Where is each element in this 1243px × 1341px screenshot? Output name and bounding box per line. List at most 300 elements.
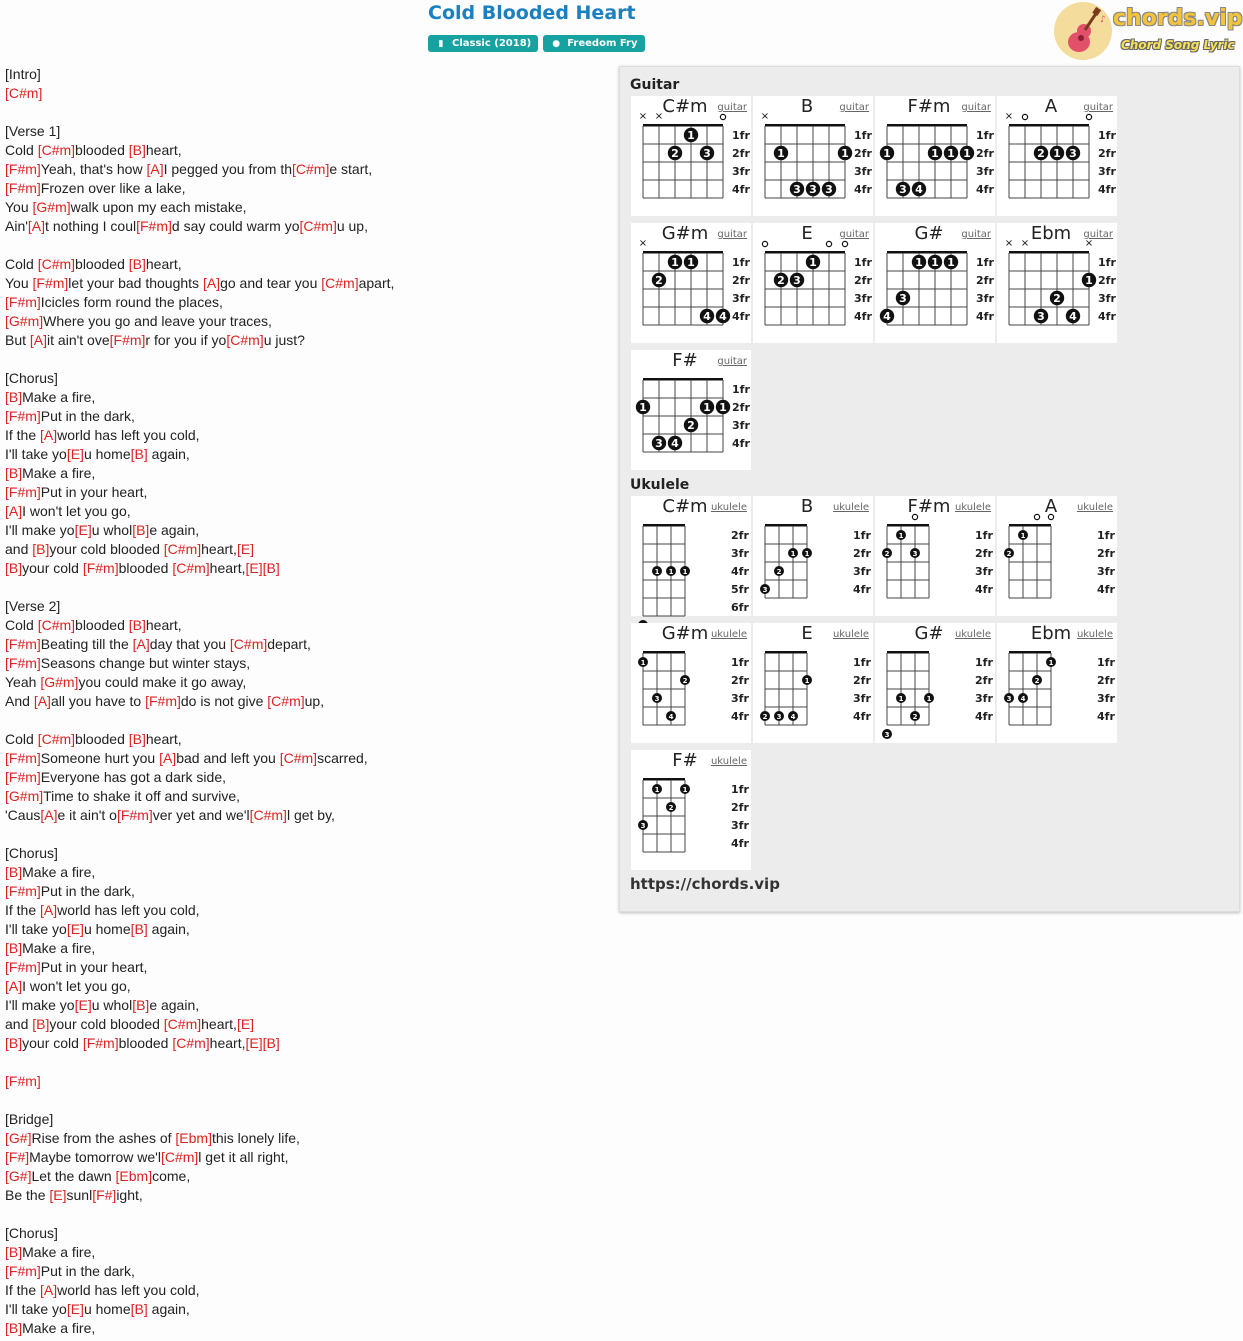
instrument-link[interactable]: guitar: [717, 102, 747, 113]
logo-wordmark: chords.vip: [1113, 6, 1243, 31]
chord-link[interactable]: [B]: [32, 541, 50, 557]
chord-link[interactable]: [B]: [5, 1035, 23, 1051]
chord-link[interactable]: [B]: [128, 617, 146, 633]
chord-link[interactable]: [C#m]: [37, 256, 76, 272]
finger-number: 1: [1020, 532, 1026, 540]
chord-link[interactable]: [A]: [27, 218, 46, 234]
lyric-text: heart,: [145, 617, 182, 633]
chord-link[interactable]: [B]: [262, 1035, 280, 1051]
chord-link[interactable]: [C#m]: [163, 541, 202, 557]
chord-link[interactable]: [A]: [132, 636, 150, 652]
lyric-line: [5, 388, 605, 407]
ukulele-chord-card[interactable]: [631, 623, 751, 743]
lyric-text: I'll take yo: [5, 921, 67, 937]
chord-link[interactable]: [F#m]: [5, 161, 41, 177]
chord-link[interactable]: [F#m]: [32, 275, 69, 291]
lyric-line: [5, 559, 605, 578]
instrument-link[interactable]: ukulele: [832, 502, 869, 513]
page-header: [0, 0, 1243, 64]
lyric-text: Cold: [5, 142, 38, 158]
chord-link[interactable]: [E]: [245, 1035, 263, 1051]
lyric-line: [5, 920, 605, 939]
instrument-link[interactable]: guitar: [961, 102, 991, 113]
ukulele-chord-card[interactable]: [631, 496, 751, 616]
lyric-text: Cold: [5, 617, 38, 633]
chord-link[interactable]: [F#m]: [5, 180, 41, 196]
lyric-line: [5, 673, 605, 692]
chord-link[interactable]: [B]: [132, 997, 150, 1013]
ukulele-chord-card[interactable]: [997, 623, 1117, 743]
finger-number: 2: [776, 568, 782, 576]
guitar-chord-card[interactable]: [875, 96, 995, 216]
fret-number: 4fr: [731, 710, 749, 723]
chord-link[interactable]: [C#m]: [249, 807, 287, 823]
song-title[interactable]: Cold Blooded Heart: [428, 2, 636, 24]
fret-number: 4fr: [854, 310, 872, 323]
lyric-text: e start,: [329, 161, 373, 177]
chord-link[interactable]: [F#m]: [5, 294, 41, 310]
chord-link[interactable]: [A]: [159, 750, 177, 766]
chord-link[interactable]: [C#m]: [226, 332, 264, 348]
lyric-text: Make a fire,: [22, 1320, 96, 1336]
chord-link[interactable]: [C#m]: [37, 731, 76, 747]
chord-link[interactable]: [E]: [236, 541, 255, 557]
lyric-text: Be the: [5, 1187, 50, 1203]
chord-link[interactable]: [C#m]: [292, 161, 330, 177]
finger-number: 1: [947, 147, 955, 160]
chord-link[interactable]: [F#]: [92, 1187, 117, 1203]
finger-number: 1: [654, 786, 660, 794]
fret-number: 1fr: [731, 656, 749, 669]
svg-text:×: ×: [638, 111, 648, 122]
lyric-text: Cold: [5, 256, 38, 272]
fret-number: 4fr: [1098, 310, 1116, 323]
fret-number: 1fr: [732, 383, 750, 396]
chord-link[interactable]: [A]: [40, 1282, 58, 1298]
chord-link[interactable]: [C#m]: [160, 1149, 199, 1165]
fret-number: 2fr: [976, 147, 994, 160]
fret-number: 1fr: [976, 256, 994, 269]
fret-number: 4fr: [976, 183, 994, 196]
ukulele-chord-card[interactable]: [997, 496, 1117, 616]
lyric-text: you could make it go away,: [78, 674, 247, 690]
instrument-link[interactable]: guitar: [1083, 102, 1113, 113]
chord-link[interactable]: [F#m]: [5, 408, 41, 424]
chord-link[interactable]: [B]: [262, 560, 280, 576]
chord-link[interactable]: [C#m]: [172, 560, 210, 576]
fret-number: 3fr: [975, 692, 993, 705]
lyric-line: [5, 350, 605, 369]
chord-name: Ebm: [1030, 223, 1072, 244]
lyric-text: I'll take yo: [5, 1301, 67, 1317]
chord-link[interactable]: [G#m]: [32, 199, 71, 215]
lyric-line: [5, 1281, 605, 1300]
instrument-link[interactable]: ukulele: [832, 629, 869, 640]
chord-link[interactable]: [G#]: [5, 1168, 32, 1184]
chord-link[interactable]: [C#m]: [321, 275, 359, 291]
lyric-text: again,: [147, 446, 190, 462]
lyric-line: [5, 407, 605, 426]
lyric-line: [5, 1072, 605, 1091]
fret-number: 2fr: [975, 547, 993, 560]
fret-number: 4fr: [853, 710, 871, 723]
lyric-text: I'll take yo: [5, 446, 67, 462]
fret-number: 2fr: [853, 547, 871, 560]
site-url[interactable]: https://chords.vip: [630, 875, 780, 893]
ukulele-chord-card[interactable]: [875, 623, 995, 743]
chord-link[interactable]: [F#m]: [82, 1035, 119, 1051]
lyric-text: [Chorus]: [5, 845, 58, 861]
chord-link[interactable]: [E]: [236, 1016, 255, 1032]
finger-number: 2: [682, 677, 688, 685]
fret-number: 2fr: [853, 674, 871, 687]
lyric-text: Where you go and leave your traces,: [43, 313, 272, 329]
lyric-line: [5, 597, 605, 616]
chord-link[interactable]: [C#m]: [172, 1035, 210, 1051]
chord-name: F#m: [907, 496, 951, 517]
chord-link[interactable]: [F#m]: [5, 484, 41, 500]
finger-number: 2: [668, 804, 674, 812]
chord-link[interactable]: [F#m]: [82, 560, 119, 576]
lyric-line: [5, 1243, 605, 1262]
lyric-line: [5, 369, 605, 388]
finger-number: 4: [1069, 310, 1077, 323]
finger-number: 1: [682, 568, 688, 576]
lyric-text: [Intro]: [5, 66, 41, 82]
chord-link[interactable]: [B]: [5, 560, 23, 576]
fret-number: 5fr: [731, 583, 749, 596]
chord-link[interactable]: [A]: [202, 275, 221, 291]
fret-number: 4fr: [1098, 183, 1116, 196]
fret-number: 3fr: [732, 165, 750, 178]
lyric-text: Rise from the ashes of: [31, 1130, 176, 1146]
svg-text:♪: ♪: [1100, 15, 1106, 25]
chord-link[interactable]: [B]: [5, 1320, 23, 1336]
chord-link[interactable]: [C#m]: [229, 636, 268, 652]
chord-link[interactable]: [B]: [5, 864, 23, 880]
finger-number: 4: [719, 310, 727, 323]
chord-link[interactable]: [B]: [130, 1301, 148, 1317]
fret-number: 1fr: [853, 656, 871, 669]
finger-number: 4: [883, 310, 891, 323]
chord-link[interactable]: [F#m]: [5, 1263, 41, 1279]
chord-name: G#m: [661, 223, 709, 244]
chord-link[interactable]: [F#]: [5, 1149, 30, 1165]
finger-number: 3: [1037, 310, 1045, 323]
lyric-text: [Verse 1]: [5, 123, 61, 139]
instrument-link[interactable]: ukulele: [1076, 629, 1113, 640]
instrument-link[interactable]: guitar: [961, 229, 991, 240]
lyric-text: u home: [83, 1301, 131, 1317]
lyric-text: depart,: [267, 636, 311, 652]
instrument-link[interactable]: ukulele: [954, 502, 991, 513]
chord-link[interactable]: [B]: [32, 1016, 50, 1032]
chord-link[interactable]: [B]: [5, 465, 23, 481]
lyric-line: [5, 1186, 605, 1205]
chord-link[interactable]: [E]: [66, 921, 84, 937]
chord-link[interactable]: [F#m]: [109, 332, 146, 348]
fret-number: 2fr: [732, 274, 750, 287]
chord-link[interactable]: [G#m]: [40, 674, 79, 690]
fret-number: 3fr: [976, 292, 994, 305]
lyric-text: Make a fire,: [22, 864, 96, 880]
fret-number: 4fr: [1097, 710, 1115, 723]
lyric-line: [5, 730, 605, 749]
finger-number: 2: [762, 713, 768, 721]
chord-link[interactable]: [C#m]: [37, 142, 76, 158]
site-logo[interactable]: [1054, 2, 1243, 62]
lyric-line: [5, 1091, 605, 1110]
finger-number: 1: [1053, 147, 1061, 160]
lyric-line: [5, 1319, 605, 1338]
chord-name: A: [1044, 96, 1058, 117]
finger-number: 1: [931, 147, 939, 160]
lyric-line: [5, 692, 605, 711]
guitar-chord-card[interactable]: [997, 96, 1117, 216]
instrument-link[interactable]: guitar: [717, 356, 747, 367]
finger-number: 4: [915, 183, 923, 196]
lyric-text: u up,: [336, 218, 368, 234]
lyric-text: do is not give: [180, 693, 268, 709]
guitar-icon: [1054, 2, 1112, 60]
chord-link[interactable]: [B]: [5, 1244, 23, 1260]
chord-name: G#: [914, 223, 944, 244]
chord-link[interactable]: [F#m]: [5, 1073, 41, 1089]
chord-link[interactable]: [B]: [128, 256, 146, 272]
instrument-link[interactable]: ukulele: [1076, 502, 1113, 513]
lyric-line: [5, 312, 605, 331]
fret-number: 1fr: [1097, 656, 1115, 669]
chord-link[interactable]: [C#m]: [267, 693, 305, 709]
lyric-line: [5, 711, 605, 730]
lyric-line: [5, 464, 605, 483]
chord-link[interactable]: [E]: [74, 997, 92, 1013]
finger-number: 4: [668, 713, 674, 721]
instrument-link[interactable]: ukulele: [710, 629, 747, 640]
chord-name: F#: [672, 350, 698, 371]
lyric-text: Put in the dark,: [40, 883, 135, 899]
album-badge[interactable]: [428, 35, 538, 52]
lyric-text: let your bad thoughts: [68, 275, 203, 291]
lyric-text: Seasons change but winter stays,: [40, 655, 251, 671]
lyric-text: Put in the dark,: [40, 408, 135, 424]
fret-number: 3fr: [976, 165, 994, 178]
chord-link[interactable]: [A]: [29, 332, 48, 348]
ukulele-chord-card[interactable]: [631, 750, 751, 870]
chord-link[interactable]: [F#m]: [5, 769, 41, 785]
finger-number: 1: [898, 695, 904, 703]
finger-number: 1: [931, 256, 939, 269]
lyric-line: [5, 844, 605, 863]
instrument-link[interactable]: guitar: [839, 102, 869, 113]
instrument-link[interactable]: ukulele: [710, 756, 747, 767]
chord-link[interactable]: [E]: [66, 446, 84, 462]
chord-link[interactable]: [G#m]: [5, 788, 44, 804]
lyric-line: [5, 977, 605, 996]
chord-link[interactable]: [B]: [130, 921, 148, 937]
guitar-chord-card[interactable]: [753, 96, 873, 216]
lyric-text: walk upon my each mistake,: [70, 199, 247, 215]
chord-link[interactable]: [C#m]: [5, 85, 43, 101]
chord-link[interactable]: [F#m]: [5, 883, 41, 899]
lyric-text: Yeah, that's how: [40, 161, 147, 177]
lyric-line: [5, 255, 605, 274]
chord-link[interactable]: [F#m]: [5, 655, 41, 671]
chord-link[interactable]: [B]: [128, 731, 146, 747]
lyric-text: and: [5, 1016, 33, 1032]
lyric-text: [Bridge]: [5, 1111, 54, 1127]
finger-number: 2: [1053, 292, 1061, 305]
fret-number: 4fr: [854, 183, 872, 196]
finger-number: 3: [1069, 147, 1077, 160]
chord-link[interactable]: [A]: [146, 161, 164, 177]
fret-number: 4fr: [853, 583, 871, 596]
lyric-line: [5, 1262, 605, 1281]
instrument-link[interactable]: guitar: [717, 229, 747, 240]
chord-link[interactable]: [G#m]: [5, 313, 44, 329]
lyric-text: Time to shake it off and survive,: [43, 788, 240, 804]
fret-number: 3fr: [1098, 292, 1116, 305]
finger-number: 1: [947, 256, 955, 269]
fret-number: 4fr: [732, 437, 750, 450]
svg-text:×: ×: [1084, 238, 1094, 249]
fret-number: 6fr: [731, 601, 749, 614]
chord-link[interactable]: [F#m]: [5, 959, 41, 975]
lyric-line: [5, 1053, 605, 1072]
ukulele-chord-card[interactable]: [753, 623, 873, 743]
svg-text:×: ×: [1020, 238, 1030, 249]
chord-link[interactable]: [A]: [33, 693, 51, 709]
chord-link[interactable]: [A]: [40, 902, 58, 918]
chord-name: C#m: [662, 96, 708, 117]
finger-number: 1: [963, 147, 971, 160]
chord-name: G#m: [661, 623, 709, 644]
chord-link[interactable]: [A]: [5, 978, 23, 994]
chord-diagrams-panel: [619, 66, 1240, 912]
lyric-text: e again,: [149, 522, 200, 538]
fret-number: 4fr: [731, 837, 749, 850]
lyric-text: You: [5, 275, 33, 291]
finger-number: 3: [899, 292, 907, 305]
chord-name: Ebm: [1030, 623, 1072, 644]
chord-link[interactable]: [B]: [5, 940, 23, 956]
lyric-text: heart,: [201, 1016, 237, 1032]
lyric-text: world has left you cold,: [57, 1282, 200, 1298]
fret-number: 3fr: [854, 165, 872, 178]
chord-link[interactable]: [A]: [40, 807, 58, 823]
chord-link[interactable]: [B]: [130, 446, 148, 462]
finger-number: 2: [777, 274, 785, 287]
chord-link[interactable]: [F#m]: [5, 750, 41, 766]
ukulele-chord-card[interactable]: [753, 496, 873, 616]
artist-badge[interactable]: [543, 35, 644, 52]
finger-number: 1: [719, 401, 727, 414]
lyric-text: And: [5, 693, 34, 709]
chord-link[interactable]: [G#]: [5, 1130, 32, 1146]
fret-number: 4fr: [731, 565, 749, 578]
guitar-chord-card[interactable]: [631, 350, 751, 470]
instrument-link[interactable]: ukulele: [710, 502, 747, 513]
ukulele-section-label: Ukulele: [630, 477, 690, 493]
chord-link[interactable]: [B]: [128, 142, 146, 158]
fret-number: 2fr: [854, 147, 872, 160]
chord-link[interactable]: [E]: [49, 1187, 67, 1203]
chord-name: A: [1044, 496, 1058, 517]
lyric-line: [5, 882, 605, 901]
chord-name: B: [800, 96, 814, 117]
chord-link[interactable]: [Ebm]: [115, 1168, 153, 1184]
finger-number: 3: [703, 147, 711, 160]
chord-link[interactable]: [B]: [132, 522, 150, 538]
guitar-chord-card[interactable]: [753, 223, 873, 343]
chord-link[interactable]: [E]: [245, 560, 263, 576]
fret-number: 2fr: [1097, 547, 1115, 560]
fret-number: 2fr: [1097, 674, 1115, 687]
chord-link[interactable]: [Ebm]: [175, 1130, 212, 1146]
instrument-link[interactable]: ukulele: [954, 629, 991, 640]
chord-link[interactable]: [F#m]: [5, 636, 41, 652]
fret-number: 1fr: [732, 256, 750, 269]
finger-number: 1: [639, 401, 647, 414]
chord-link[interactable]: [B]: [5, 389, 23, 405]
fret-number: 3fr: [1097, 692, 1115, 705]
finger-number: 1: [682, 786, 688, 794]
lyric-text: and: [5, 541, 33, 557]
lyric-line: [5, 635, 605, 654]
finger-number: 3: [655, 437, 663, 450]
ukulele-chord-card[interactable]: [875, 496, 995, 616]
lyric-text: heart,: [145, 731, 182, 747]
instrument-link[interactable]: guitar: [839, 229, 869, 240]
guitar-chord-card[interactable]: [631, 96, 751, 216]
chord-link[interactable]: [C#m]: [37, 617, 76, 633]
lyric-line: [5, 293, 605, 312]
chord-link[interactable]: [E]: [66, 1301, 84, 1317]
chord-link[interactable]: [C#m]: [299, 218, 337, 234]
chord-link[interactable]: [F#m]: [145, 693, 181, 709]
fret-number: 4fr: [975, 710, 993, 723]
chord-link[interactable]: [A]: [5, 503, 23, 519]
chord-link[interactable]: [E]: [74, 522, 92, 538]
guitar-chord-card[interactable]: [631, 223, 751, 343]
fret-number: 1fr: [732, 129, 750, 142]
lyric-line: [5, 749, 605, 768]
guitar-chord-card[interactable]: [875, 223, 995, 343]
chord-link[interactable]: [C#m]: [163, 1016, 202, 1032]
lyric-line: [5, 825, 605, 844]
lyric-line: [5, 65, 605, 84]
lyric-line: [5, 1205, 605, 1224]
finger-number: 1: [1085, 274, 1093, 287]
finger-number: 1: [809, 256, 817, 269]
chord-link[interactable]: [C#m]: [279, 750, 318, 766]
chord-link[interactable]: [F#m]: [116, 807, 153, 823]
lyric-text: I'll make yo: [5, 997, 75, 1013]
chord-link[interactable]: [F#m]: [136, 218, 172, 234]
lyric-text: u whol: [91, 997, 133, 1013]
lyric-line: [5, 540, 605, 559]
svg-text:×: ×: [638, 238, 648, 249]
finger-number: 1: [640, 659, 646, 667]
lyric-text: I'll make yo: [5, 522, 75, 538]
lyric-text: u whol: [91, 522, 133, 538]
lyric-line: [5, 901, 605, 920]
instrument-link[interactable]: guitar: [1083, 229, 1113, 240]
chord-link[interactable]: [A]: [40, 427, 58, 443]
finger-number: 3: [640, 822, 646, 830]
guitar-chord-card[interactable]: [997, 223, 1117, 343]
chord-name: C#m: [662, 496, 708, 517]
